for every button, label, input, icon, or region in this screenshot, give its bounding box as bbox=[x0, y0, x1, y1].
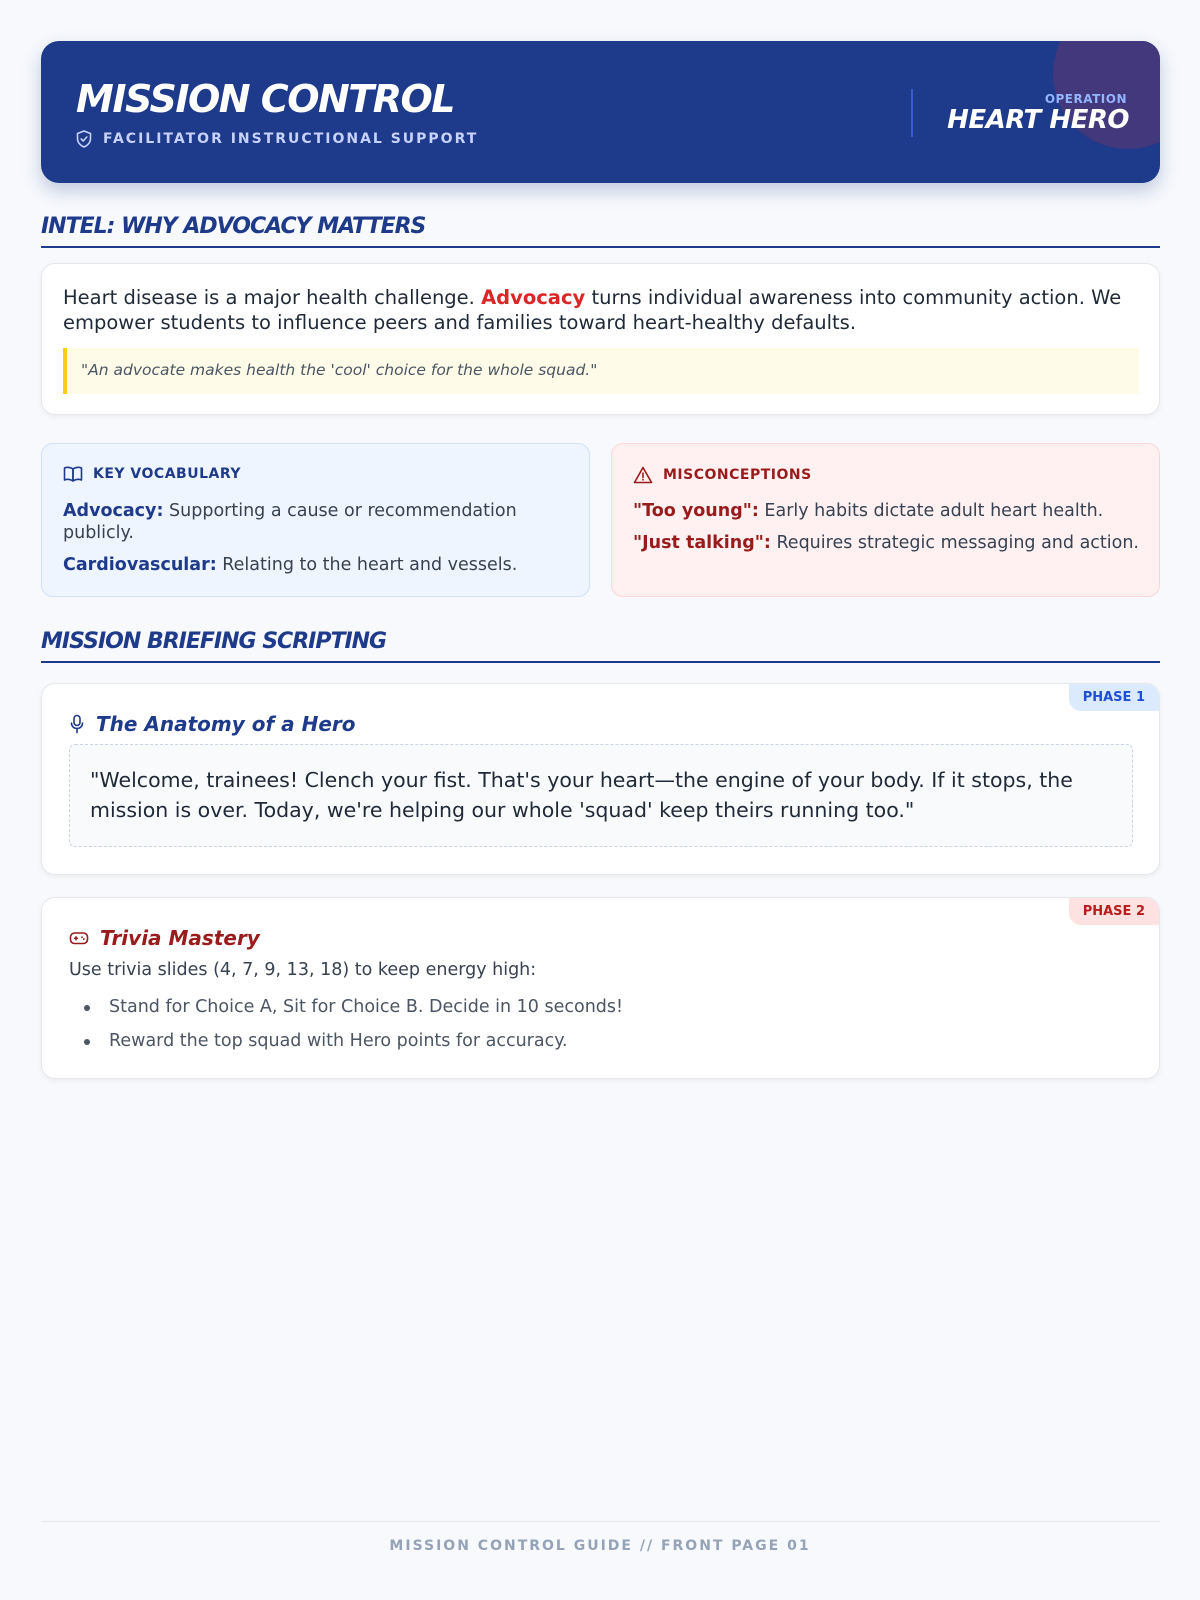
misconception-item bbox=[633, 500, 1143, 522]
phase-2-list bbox=[69, 990, 623, 1058]
intel-card bbox=[41, 263, 1160, 415]
header-subtitle bbox=[76, 130, 478, 148]
intel-paragraph bbox=[63, 285, 1133, 335]
misconceptions-panel bbox=[611, 443, 1160, 597]
phase-1-badge: PHASE 1 bbox=[1069, 684, 1159, 711]
briefing-heading-text: MISSION BRIEFING SCRIPTING bbox=[41, 629, 387, 654]
intel-text-end: turns individual awareness into community action. We empower students to influence peers and families toward heart-healthy defaults. bbox=[63, 286, 1122, 334]
list-item: Reward the top squad with Hero points for accuracy. bbox=[69, 1024, 623, 1058]
footer-text: MISSION CONTROL GUIDE // FRONT PAGE 01 bbox=[389, 1538, 811, 1554]
vocabulary-term: Cardiovascular: bbox=[63, 555, 217, 575]
vocabulary-item bbox=[63, 554, 573, 576]
misconception-definition: Early habits dictate adult heart health. bbox=[758, 501, 1104, 521]
intel-quote-text: "An advocate makes health the 'cool' choice for the whole squad." bbox=[81, 361, 598, 379]
vocabulary-definition: Supporting a cause or recommendation publicly. bbox=[63, 501, 517, 543]
misconceptions-list bbox=[633, 500, 1143, 564]
list-item: Stand for Choice A, Sit for Choice B. Decide in 10 seconds! bbox=[69, 990, 623, 1024]
vocabulary-title bbox=[63, 466, 241, 482]
misconception-term: "Just talking": bbox=[633, 533, 771, 553]
intel-text-start: Heart disease is a major health challenge. bbox=[63, 286, 482, 309]
misconception-item bbox=[633, 532, 1143, 554]
misconception-term: "Too young": bbox=[633, 501, 759, 521]
operation-name: HEART HERO bbox=[947, 105, 1129, 135]
vocabulary-list bbox=[63, 500, 573, 586]
intel-quote bbox=[63, 348, 1139, 394]
misconception-definition: Requires strategic messaging and action. bbox=[770, 533, 1139, 553]
vocabulary-term: Advocacy: bbox=[63, 501, 164, 521]
phase-2-card bbox=[41, 897, 1160, 1079]
phase-2-intro: Use trivia slides (4, 7, 9, 13, 18) to keep energy high: bbox=[69, 960, 537, 980]
book-icon bbox=[63, 466, 83, 482]
header-banner bbox=[41, 41, 1160, 183]
intel-highlight: Advocacy bbox=[481, 286, 586, 309]
phase-2-title-text: Trivia Mastery bbox=[100, 926, 260, 950]
phase-2-badge: PHASE 2 bbox=[1069, 898, 1159, 925]
header-divider bbox=[911, 89, 913, 137]
vocabulary-panel bbox=[41, 443, 590, 597]
operation-label: OPERATION bbox=[1044, 92, 1127, 106]
phase-1-script-box bbox=[69, 744, 1133, 847]
page-title: MISSION CONTROL bbox=[76, 77, 455, 121]
vocabulary-definition: Relating to the heart and vessels. bbox=[216, 555, 518, 575]
misconceptions-title bbox=[633, 466, 812, 484]
phase-1-script: "Welcome, trainees! Clench your fist. That's your heart—the engine of your body. If it stops, the mission is over. Today, we're helping our whole 'squad' keep theirs running too." bbox=[90, 768, 1073, 822]
shield-icon bbox=[76, 130, 92, 148]
phase-1-card bbox=[41, 683, 1160, 875]
warning-icon bbox=[633, 466, 653, 484]
phase-1-title-text: The Anatomy of a Hero bbox=[96, 712, 356, 736]
briefing-heading bbox=[41, 627, 1160, 663]
intel-heading-text: INTEL: WHY ADVOCACY MATTERS bbox=[41, 214, 426, 239]
gamepad-icon bbox=[69, 930, 89, 946]
vocabulary-item bbox=[63, 500, 573, 544]
header-subtitle-text: FACILITATOR INSTRUCTIONAL SUPPORT bbox=[103, 131, 479, 147]
phase-2-title bbox=[69, 926, 260, 950]
phase-1-title bbox=[69, 712, 356, 736]
footer-divider bbox=[41, 1521, 1160, 1522]
microphone-icon bbox=[69, 714, 85, 734]
vocabulary-title-text: KEY VOCABULARY bbox=[93, 466, 241, 482]
misconceptions-title-text: MISCONCEPTIONS bbox=[663, 467, 812, 483]
intel-heading bbox=[41, 212, 1160, 248]
